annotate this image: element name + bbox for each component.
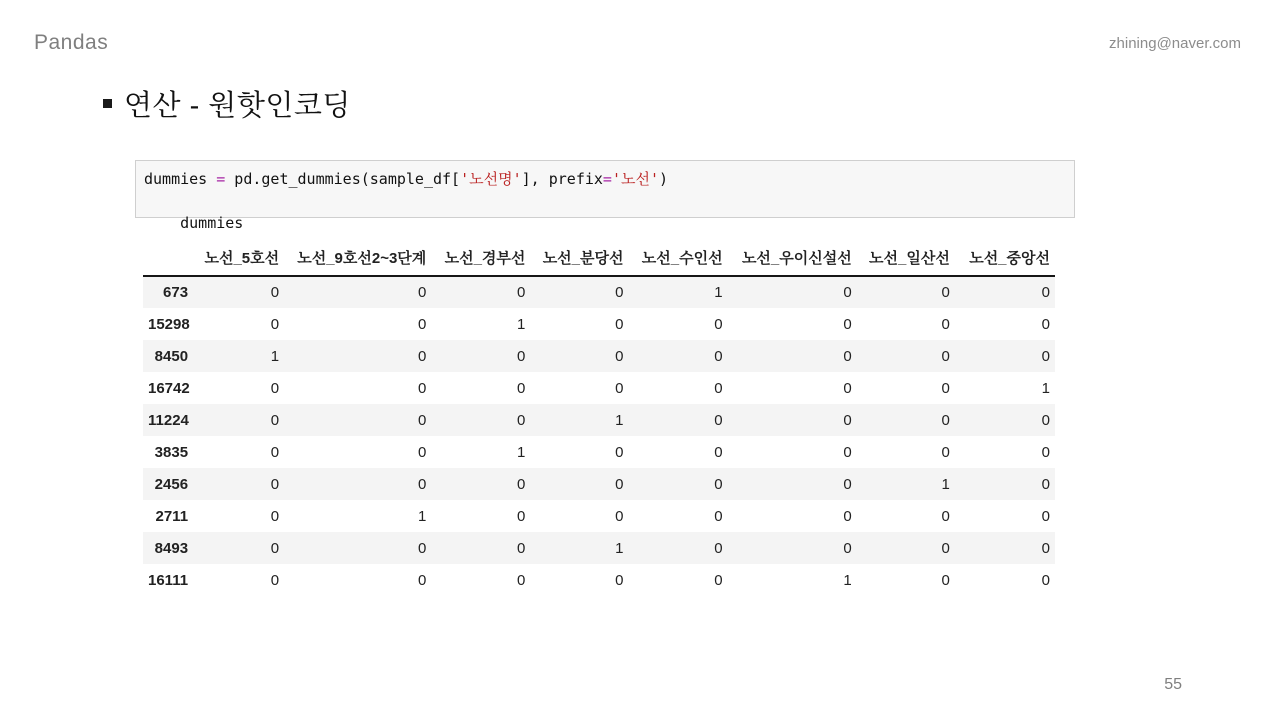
cell-value: 0: [270, 443, 280, 461]
cell-value: 0: [517, 379, 526, 397]
cell-value: 1: [1041, 379, 1050, 397]
cell-value: 1: [517, 443, 526, 461]
cell-value: 0: [714, 379, 723, 397]
cell-value: 0: [941, 443, 950, 461]
row-index: 2456: [154, 475, 189, 493]
code-line-1: [144, 168, 1066, 190]
cell-value: 0: [941, 315, 950, 333]
table-body: [143, 276, 1055, 596]
cell-value: 0: [417, 379, 427, 397]
cell-value: 0: [1041, 443, 1050, 461]
cell-value: 0: [1041, 571, 1050, 589]
cell-value: 0: [843, 443, 852, 461]
cell-value: 0: [417, 475, 427, 493]
code-token: =: [216, 170, 226, 188]
deck-title: Pandas: [34, 31, 109, 54]
cell-value: 0: [843, 315, 852, 333]
cell-value: 0: [941, 411, 950, 429]
row-index: 8450: [154, 347, 189, 365]
cell-value: 0: [714, 571, 723, 589]
column-header: 노선_우이신설선: [728, 246, 857, 276]
cell-value: 0: [270, 379, 280, 397]
cell-value: 0: [1041, 284, 1050, 301]
column-header: 노선_일산선: [857, 246, 955, 276]
table-header-row: [143, 246, 1055, 276]
cell-value: 0: [615, 571, 624, 589]
table-row: [143, 500, 1055, 532]
cell-value: 0: [517, 284, 526, 301]
table-row: [143, 308, 1055, 340]
dummies-table: [143, 246, 1055, 596]
row-index: 11224: [148, 411, 189, 429]
cell-value: 0: [517, 507, 526, 525]
cell-value: 1: [843, 571, 852, 589]
code-token: ): [659, 170, 669, 188]
cell-value: 0: [843, 347, 852, 365]
cell-value: 0: [417, 284, 427, 301]
cell-value: 0: [941, 507, 950, 525]
code-token: dummies: [180, 214, 244, 232]
row-index: 16742: [148, 379, 190, 397]
code-cell: [135, 160, 1075, 232]
cell-value: 0: [1041, 411, 1050, 429]
cell-value: 0: [517, 475, 526, 493]
cell-value: 0: [714, 411, 723, 429]
cell-value: 0: [1041, 539, 1050, 557]
cell-value: 0: [517, 539, 526, 557]
cell-value: 0: [417, 539, 427, 557]
cell-value: 0: [941, 347, 950, 365]
cell-value: 0: [941, 571, 950, 589]
cell-value: 0: [417, 347, 427, 365]
code-token: '노선명': [460, 170, 522, 188]
cell-value: 0: [843, 379, 852, 397]
slide-title-row: [103, 83, 351, 124]
cell-value: 0: [270, 475, 280, 493]
cell-value: 1: [517, 315, 526, 333]
table-row: [143, 436, 1055, 468]
table-row: [143, 340, 1055, 372]
cell-value: 0: [417, 571, 427, 589]
cell-value: 0: [615, 284, 624, 301]
cell-value: 1: [270, 347, 280, 365]
column-header: 노선_중앙선: [955, 246, 1055, 276]
cell-value: 0: [417, 411, 427, 429]
cell-value: 0: [517, 347, 526, 365]
table-header: [143, 246, 1055, 276]
cell-value: 0: [1041, 507, 1050, 525]
author-email: zhining@naver.com: [1109, 35, 1241, 52]
cell-value: 0: [417, 315, 427, 333]
cell-value: 0: [270, 571, 280, 589]
bullet-square-icon: [103, 99, 112, 108]
cell-value: 0: [517, 571, 526, 589]
table-row: [143, 468, 1055, 500]
cell-value: 0: [714, 507, 723, 525]
column-header: 노선_수인선: [628, 246, 727, 276]
cell-value: 0: [941, 539, 950, 557]
row-index: 15298: [148, 315, 190, 333]
cell-value: 0: [843, 539, 852, 557]
column-header: 노선_5호선: [193, 246, 284, 276]
table-row: [143, 564, 1055, 596]
cell-value: 0: [615, 443, 624, 461]
index-header: [143, 246, 193, 276]
cell-value: 0: [714, 475, 723, 493]
cell-value: 1: [417, 507, 427, 525]
cell-value: 0: [270, 539, 280, 557]
cell-value: 0: [270, 507, 280, 525]
cell-value: 0: [1041, 315, 1050, 333]
row-index: 2711: [155, 507, 189, 525]
table-row: [143, 404, 1055, 436]
cell-value: 1: [615, 411, 624, 429]
slide-title: 연산 - 원핫인코딩: [124, 90, 351, 122]
cell-value: 0: [714, 347, 723, 365]
cell-value: 0: [417, 443, 427, 461]
table-row: [143, 532, 1055, 564]
table-row: [143, 372, 1055, 404]
code-token: pd.get_dummies(sample_df[: [225, 170, 461, 188]
cell-value: 0: [270, 315, 280, 333]
column-header: 노선_경부선: [431, 246, 530, 276]
row-index: 16111: [148, 571, 189, 589]
page-number: 55: [1164, 676, 1182, 693]
cell-value: 0: [941, 379, 950, 397]
cell-value: 0: [615, 347, 624, 365]
cell-value: 0: [714, 539, 723, 557]
cell-value: 1: [714, 284, 723, 301]
cell-value: 0: [1041, 475, 1050, 493]
cell-value: 0: [615, 379, 624, 397]
code-token: =: [602, 170, 612, 188]
cell-value: 0: [517, 411, 526, 429]
cell-value: 0: [714, 315, 723, 333]
code-token: '노선': [611, 170, 659, 188]
cell-value: 0: [270, 411, 280, 429]
cell-value: 0: [615, 315, 624, 333]
row-index: 8493: [154, 539, 189, 557]
cell-value: 0: [270, 284, 280, 301]
column-header: 노선_분당선: [530, 246, 628, 276]
code-token: ], prefix: [521, 170, 603, 188]
table-row: [143, 276, 1055, 308]
cell-value: 0: [843, 507, 852, 525]
cell-value: 0: [941, 284, 950, 301]
code-token: dummies: [144, 170, 217, 188]
cell-value: 0: [714, 443, 723, 461]
cell-value: 1: [615, 539, 624, 557]
row-index: 673: [163, 284, 189, 301]
cell-value: 0: [615, 475, 624, 493]
cell-value: 0: [843, 284, 852, 301]
dataframe-output: [143, 246, 1055, 596]
cell-value: 0: [843, 411, 852, 429]
cell-value: 0: [615, 507, 624, 525]
cell-value: 0: [1041, 347, 1050, 365]
column-header: 노선_9호선2~3단계: [284, 246, 431, 276]
cell-value: 1: [941, 475, 950, 493]
row-index: 3835: [154, 443, 189, 461]
cell-value: 0: [843, 475, 852, 493]
